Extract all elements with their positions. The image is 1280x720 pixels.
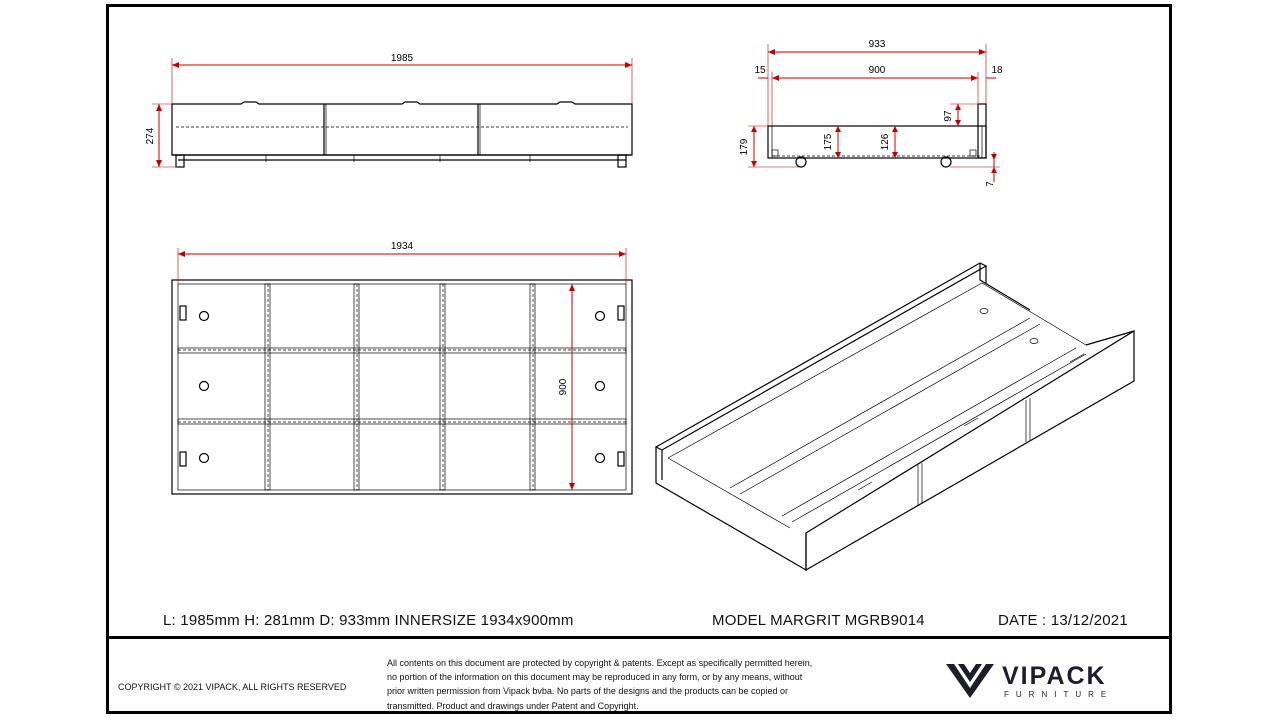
isometric-view (656, 263, 1134, 570)
dim-side-175: 175 (823, 133, 834, 151)
product-specs: L: 1985mm H: 281mm D: 933mm INNERSIZE 1934x900mm (163, 612, 574, 629)
notice-line: prior written permission from Vipack bvba. No parts of the designs and the products can be copied or (387, 686, 789, 697)
dim-side-97: 97 (943, 110, 954, 122)
notice-line: transmitted. Product and drawings under Patent and Copyright. (387, 700, 639, 711)
footer-divider (106, 636, 1172, 639)
front-view (145, 53, 632, 167)
dim-top-length: 1934 (390, 241, 414, 252)
copyright-text: COPYRIGHT © 2021 VIPACK, ALL RIGHTS RESERVED (118, 682, 347, 692)
dim-side-126: 126 (880, 133, 891, 151)
dim-side-total: 933 (868, 39, 886, 50)
dim-side-inner: 900 (868, 65, 886, 76)
dim-front-height: 274 (145, 127, 156, 145)
top-view (172, 241, 632, 494)
dim-side-179: 179 (739, 138, 750, 156)
dim-side-7: 7 (985, 181, 996, 187)
logo-wordmark: VIPACK (1002, 662, 1107, 690)
model-name: MODEL MARGRIT MGRB9014 (712, 612, 925, 629)
dim-side-left: 15 (754, 65, 766, 76)
side-view (739, 39, 1003, 187)
drawing-date: DATE : 13/12/2021 (998, 612, 1128, 629)
notice-line: All contents on this document are protected by copyright & patents. Except as specifically permitted herein, (387, 658, 813, 668)
notice-line: no portion of the information on this document may be reproduced in any form, or by any means, without (387, 672, 803, 683)
dim-top-width: 900 (558, 378, 569, 396)
dim-front-length: 1985 (390, 53, 414, 64)
dim-side-right: 18 (991, 65, 1003, 76)
legal-notice (387, 656, 867, 713)
logo-subtitle: FURNITURE (1004, 690, 1114, 699)
